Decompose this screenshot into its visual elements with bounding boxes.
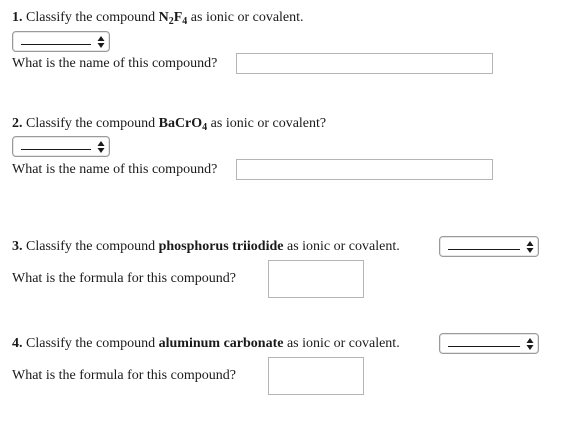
- select-placeholder-line: [448, 346, 520, 347]
- question-3-classification-select[interactable]: [439, 236, 539, 257]
- question-4-suffix: as ionic or covalent.: [283, 336, 400, 351]
- question-1-name-input[interactable]: [236, 53, 493, 74]
- select-placeholder-line: [21, 44, 91, 45]
- question-3-number: 3.: [12, 239, 23, 254]
- question-3-followup-label: What is the formula for this compound?: [12, 271, 236, 286]
- question-4-prompt: [12, 336, 400, 352]
- question-4-followup-label: What is the formula for this compound?: [12, 368, 236, 383]
- up-down-arrows-icon: [526, 240, 534, 254]
- question-4-compound: aluminum carbonate: [158, 336, 284, 351]
- question-1-number: 1.: [12, 10, 23, 25]
- up-down-arrows-icon: [97, 140, 105, 154]
- question-1-classification-select[interactable]: [12, 31, 110, 52]
- question-1-compound: $N_2F_4$: [158, 10, 188, 27]
- question-2-suffix: as ionic or covalent?: [207, 116, 327, 131]
- question-2-prefix: Classify the compound: [26, 116, 159, 131]
- question-3-prefix: Classify the compound: [26, 239, 159, 254]
- question-4-formula-input[interactable]: [268, 357, 364, 395]
- question-2-name-input[interactable]: [236, 159, 493, 180]
- question-1-suffix: as ionic or covalent.: [187, 10, 304, 25]
- question-4-prefix: Classify the compound: [26, 336, 159, 351]
- select-placeholder-line: [448, 249, 520, 250]
- question-2-followup-label: What is the name of this compound?: [12, 162, 218, 177]
- question-3-suffix: as ionic or covalent.: [283, 239, 400, 254]
- question-1-prompt: [12, 10, 304, 26]
- question-2-number: 2.: [12, 116, 23, 131]
- select-placeholder-line: [21, 149, 91, 150]
- question-2-compound: BaCrO$_4$: [158, 116, 208, 133]
- question-2-prompt: [12, 116, 326, 132]
- question-2-classification-select[interactable]: [12, 136, 110, 157]
- question-3-prompt: [12, 239, 400, 255]
- question-1-prefix: Classify the compound: [26, 10, 159, 25]
- question-1-followup-label: What is the name of this compound?: [12, 56, 218, 71]
- question-3-formula-input[interactable]: [268, 260, 364, 298]
- up-down-arrows-icon: [97, 35, 105, 49]
- question-4-classification-select[interactable]: [439, 333, 539, 354]
- up-down-arrows-icon: [526, 337, 534, 351]
- question-3-compound: phosphorus triiodide: [158, 239, 284, 254]
- question-4-number: 4.: [12, 336, 23, 351]
